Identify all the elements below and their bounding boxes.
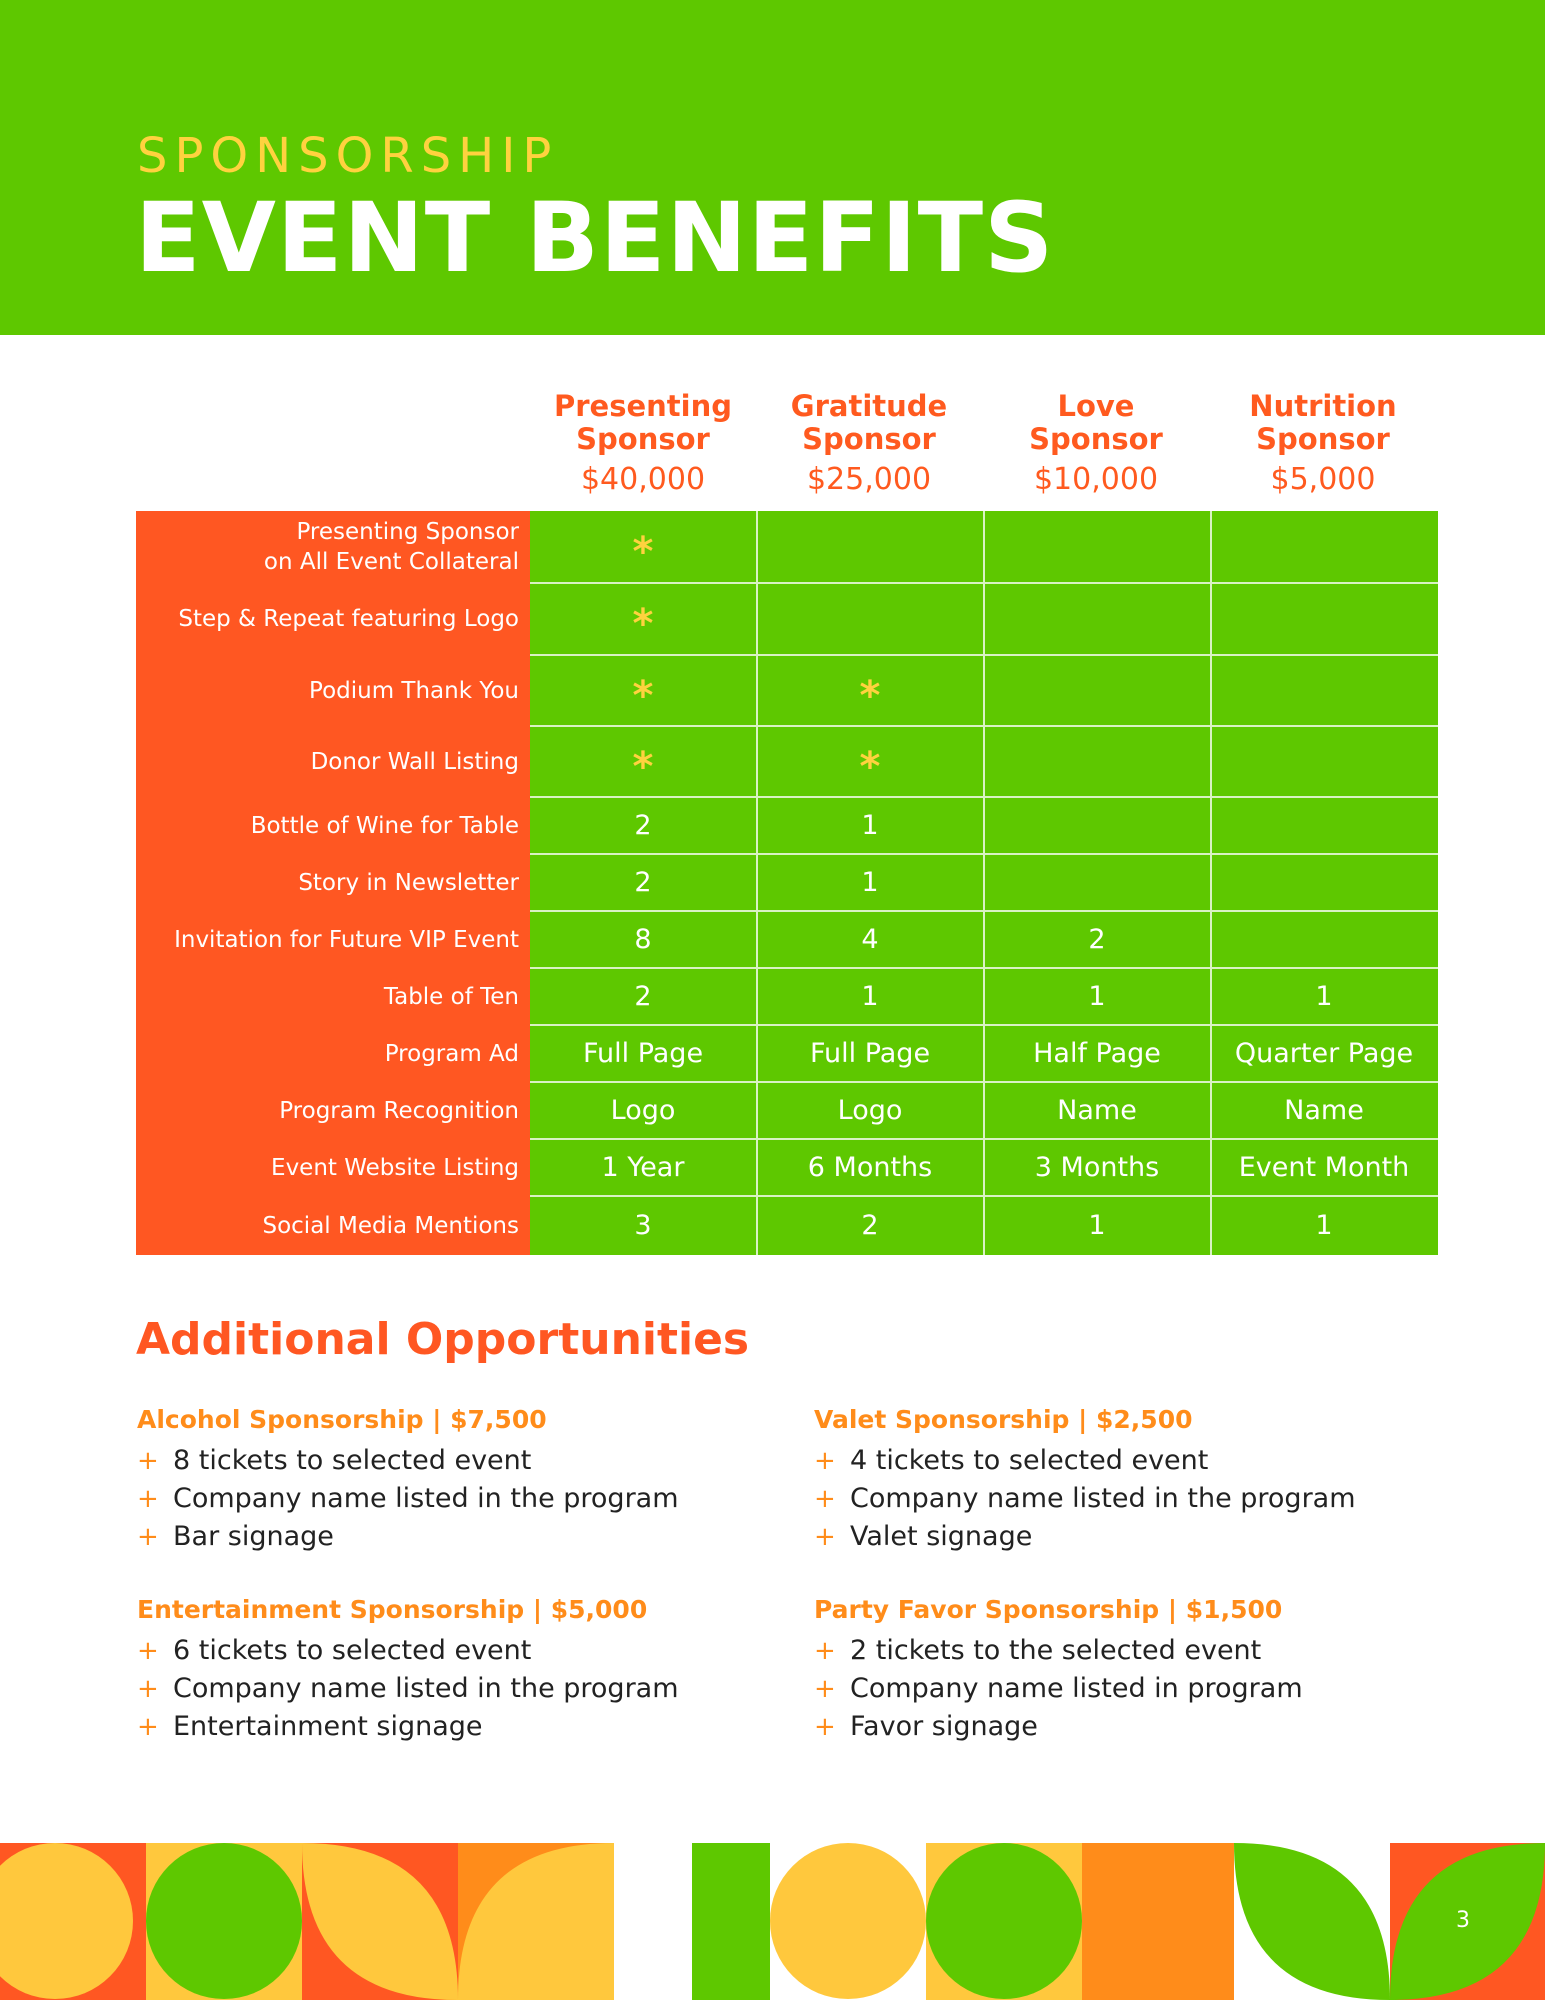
table-cell: 1 — [1315, 1210, 1333, 1241]
table-cell: Half Page — [1033, 1038, 1161, 1069]
plus-icon: + — [814, 1522, 836, 1552]
plus-icon: + — [137, 1522, 159, 1552]
opportunity-benefit-list — [137, 1632, 777, 1746]
grid-divider — [530, 1081, 1438, 1083]
tier-name-line2: Sponsor — [1029, 422, 1163, 456]
list-item-text: Company name listed in program — [850, 1673, 1303, 1704]
list-item-text: Company name listed in the program — [173, 1483, 679, 1514]
table-cell: 2 — [634, 867, 652, 898]
benefit-label-line1: Presenting Sponsor — [296, 519, 519, 545]
opportunity-name: Valet Sponsorship — [814, 1405, 1070, 1434]
opportunity-title — [137, 1592, 777, 1628]
grid-divider — [530, 1024, 1438, 1026]
table-cell: * — [859, 743, 881, 790]
header-band — [0, 0, 1545, 335]
list-item — [137, 1670, 777, 1708]
opportunity-price: $2,500 — [1096, 1405, 1193, 1434]
list-item — [814, 1708, 1454, 1746]
plus-icon: + — [814, 1712, 836, 1742]
table-cell — [1211, 797, 1437, 854]
benefit-label: Table of Ten — [383, 983, 519, 1010]
table-cell: 3 Months — [1034, 1152, 1160, 1183]
grid-divider — [530, 1195, 1438, 1197]
geometric-pattern-graphic — [0, 1843, 1545, 2000]
table-cell: 2 — [861, 1210, 879, 1241]
plus-icon: + — [814, 1446, 836, 1476]
grid-divider — [756, 511, 758, 1255]
table-cell: 1 — [1088, 1210, 1106, 1241]
title-separator: | — [432, 1405, 442, 1434]
table-cell: 2 — [634, 810, 652, 841]
opportunity-title — [814, 1402, 1454, 1438]
benefits-table — [136, 511, 1438, 1255]
plus-icon: + — [814, 1484, 836, 1514]
opportunity-price: $7,500 — [450, 1405, 547, 1434]
table-row — [136, 797, 1438, 854]
table-cell — [984, 583, 1210, 655]
opportunity-benefit-list — [814, 1632, 1454, 1746]
list-item — [137, 1442, 777, 1480]
page-number: 3 — [1456, 1908, 1470, 1933]
opportunity-name: Alcohol Sponsorship — [137, 1405, 424, 1434]
tier-name-line2: Sponsor — [802, 422, 936, 456]
list-item-text: Bar signage — [173, 1521, 334, 1552]
benefit-label: Donor Wall Listing — [310, 748, 519, 775]
table-row — [136, 1139, 1438, 1196]
table-cell: 4 — [861, 924, 879, 955]
opportunity-price: $1,500 — [1185, 1595, 1283, 1624]
decorative-footer-pattern — [0, 1843, 1545, 2000]
list-item-text: 8 tickets to selected event — [173, 1445, 532, 1476]
grid-divider — [530, 910, 1438, 912]
plus-icon: + — [137, 1712, 159, 1742]
table-row — [136, 968, 1438, 1025]
list-item — [137, 1708, 777, 1746]
tier-header-presenting — [530, 390, 756, 497]
table-cell — [984, 511, 1210, 583]
table-cell — [1211, 726, 1437, 797]
list-item-text: Valet signage — [850, 1521, 1033, 1552]
table-cell — [1211, 911, 1437, 968]
table-row — [136, 1082, 1438, 1139]
opportunity-benefit-list — [814, 1442, 1454, 1556]
grid-divider — [983, 511, 985, 1255]
plus-icon: + — [814, 1674, 836, 1704]
list-item — [137, 1518, 777, 1556]
table-cell: * — [632, 529, 654, 575]
grid-divider — [530, 1138, 1438, 1140]
grid-divider — [530, 582, 1438, 584]
benefit-label: Step & Repeat featuring Logo — [178, 606, 519, 632]
opportunity-title — [137, 1402, 777, 1438]
page-title: EVENT BENEFITS — [135, 182, 1055, 294]
table-cell: 1 — [1315, 981, 1333, 1012]
table-cell — [984, 655, 1210, 726]
list-item-text: 6 tickets to selected event — [173, 1635, 532, 1666]
table-cell — [984, 854, 1210, 911]
list-item — [814, 1518, 1454, 1556]
tier-price: $25,000 — [806, 462, 932, 497]
list-item — [137, 1480, 777, 1518]
table-cell — [1211, 583, 1437, 655]
title-separator: | — [1078, 1405, 1088, 1434]
table-cell: 1 Year — [601, 1152, 685, 1183]
tier-price: $5,000 — [1270, 462, 1376, 497]
opportunity-name: Party Favor Sponsorship — [814, 1595, 1160, 1624]
title-separator: | — [1167, 1595, 1178, 1624]
table-cell: Full Page — [582, 1038, 704, 1069]
tier-header-love — [983, 390, 1209, 497]
grid-divider — [530, 967, 1438, 969]
tier-name-line1: Gratitude — [790, 389, 948, 423]
opportunity-alcohol — [137, 1402, 777, 1556]
benefit-label — [136, 511, 519, 583]
list-item-text: Entertainment signage — [173, 1711, 483, 1742]
list-item — [814, 1632, 1454, 1670]
plus-icon: + — [814, 1636, 836, 1666]
tier-header-gratitude — [756, 390, 982, 497]
tier-price: $10,000 — [1033, 462, 1159, 497]
list-item-text: 2 tickets to the selected event — [850, 1635, 1262, 1666]
grid-divider — [530, 725, 1438, 727]
table-cell — [1211, 655, 1437, 726]
list-item-text: 4 tickets to selected event — [850, 1445, 1209, 1476]
list-item-text: Company name listed in the program — [850, 1483, 1356, 1514]
grid-divider — [530, 853, 1438, 855]
table-row — [136, 655, 1438, 726]
tier-price: $40,000 — [580, 462, 706, 497]
table-row — [136, 583, 1438, 655]
benefit-label: Event Website Listing — [271, 1154, 519, 1181]
table-cell: Logo — [610, 1095, 676, 1126]
table-cell — [757, 583, 983, 655]
list-item-text: Favor signage — [850, 1711, 1038, 1742]
plus-icon: + — [137, 1484, 159, 1514]
table-cell — [984, 726, 1210, 797]
benefit-label: Social Media Mentions — [262, 1212, 519, 1239]
header-kicker: SPONSORSHIP — [137, 128, 559, 184]
table-cell: Event Month — [1238, 1152, 1410, 1183]
table-row — [136, 1025, 1438, 1082]
table-cell: 8 — [634, 924, 652, 955]
table-row — [136, 1196, 1438, 1255]
table-row — [136, 726, 1438, 797]
table-cell: 1 — [1088, 981, 1106, 1012]
benefit-label: Program Ad — [384, 1040, 519, 1067]
benefit-label: Invitation for Future VIP Event — [174, 926, 519, 953]
tier-name-line1: Presenting — [553, 389, 732, 423]
plus-icon: + — [137, 1446, 159, 1476]
benefit-label-line2: on All Event Collateral — [263, 549, 519, 575]
list-item — [814, 1480, 1454, 1518]
grid-divider — [530, 796, 1438, 798]
tier-name-line2: Sponsor — [1256, 422, 1390, 456]
table-row — [136, 854, 1438, 911]
list-item — [814, 1442, 1454, 1480]
list-item — [814, 1670, 1454, 1708]
tier-name-line1: Nutrition — [1249, 389, 1397, 423]
benefit-label: Story in Newsletter — [298, 869, 519, 896]
table-cell: 2 — [1088, 924, 1106, 955]
list-item — [137, 1632, 777, 1670]
benefit-label: Program Recognition — [279, 1097, 519, 1124]
opportunity-entertainment — [137, 1592, 777, 1746]
benefit-label: Bottle of Wine for Table — [250, 812, 519, 839]
tier-name-line1: Love — [1057, 389, 1135, 423]
table-cell: 3 — [634, 1210, 652, 1241]
table-cell: 6 Months — [807, 1152, 933, 1183]
table-cell: * — [632, 743, 654, 790]
opportunity-party-favor — [814, 1592, 1454, 1746]
table-cell: 2 — [634, 981, 652, 1012]
opportunity-valet — [814, 1402, 1454, 1556]
opportunity-name: Entertainment Sponsorship — [137, 1595, 525, 1624]
opportunity-title — [814, 1592, 1454, 1628]
table-cell: Full Page — [809, 1038, 931, 1069]
tier-header-nutrition — [1210, 390, 1436, 497]
table-cell — [757, 511, 983, 583]
benefit-label: Podium Thank You — [309, 677, 519, 704]
table-row — [136, 511, 1438, 583]
opportunity-price: $5,000 — [550, 1595, 648, 1624]
table-cell: * — [632, 672, 654, 719]
additional-opportunities-heading: Additional Opportunities — [136, 1314, 750, 1365]
table-cell: * — [632, 601, 654, 647]
table-cell: Name — [1057, 1095, 1137, 1126]
table-cell: Quarter Page — [1234, 1038, 1414, 1069]
table-row — [136, 911, 1438, 968]
plus-icon: + — [137, 1674, 159, 1704]
table-cell: 1 — [861, 867, 879, 898]
plus-icon: + — [137, 1636, 159, 1666]
table-cell — [1211, 854, 1437, 911]
grid-divider — [530, 654, 1438, 656]
table-cell: 1 — [861, 810, 879, 841]
table-cell: * — [859, 672, 881, 719]
grid-divider — [1210, 511, 1212, 1255]
table-cell: Name — [1284, 1095, 1364, 1126]
list-item-text: Company name listed in the program — [173, 1673, 679, 1704]
title-separator: | — [532, 1595, 543, 1624]
table-cell: Logo — [837, 1095, 903, 1126]
opportunity-benefit-list — [137, 1442, 777, 1556]
table-cell — [1211, 511, 1437, 583]
table-cell — [984, 797, 1210, 854]
tier-name-line2: Sponsor — [576, 422, 710, 456]
table-cell: 1 — [861, 981, 879, 1012]
